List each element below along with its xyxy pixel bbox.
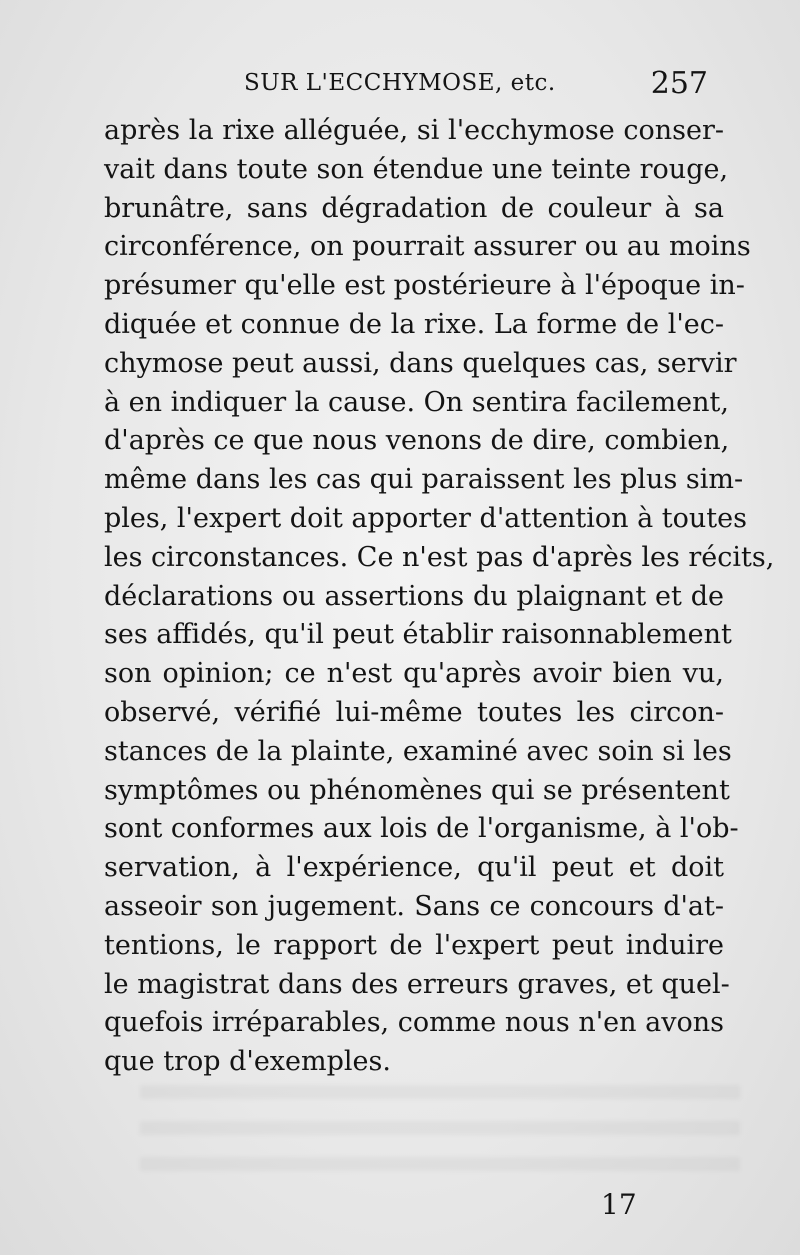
text-line: déclarations ou assertions du plaignant et de [104,580,724,612]
text-line: symptômes ou phénomènes qui se présentent [104,774,730,806]
text-line: ses affidés, qu'il peut établir raisonnablement [104,619,732,651]
text-line: sont conformes aux lois de l'organisme, à l'ob- [104,813,739,845]
text-line: après la rixe alléguée, si l'ecchymose conser- [104,115,724,146]
text-line: ples, l'expert doit apporter d'attention à toutes [104,502,747,534]
text-line: d'après ce que nous venons de dire, combien, [104,425,730,457]
text-line: vait dans toute son étendue une teinte rouge, [104,153,729,185]
text-line: stances de la plainte, examiné avec soin si les [104,735,732,767]
text-line: présumer qu'elle est postérieure à l'époque in- [104,270,745,302]
show-through-texture [140,1085,740,1175]
text-line: circonférence, on pourrait assurer ou au moins [104,231,751,263]
text-line: que trop d'exemples. [104,1046,391,1078]
text-line: brunâtre, sans dégradation de couleur à sa [104,192,724,224]
text-line: tentions, le rapport de l'expert peut induire [104,929,724,961]
text-line: les circonstances. Ce n'est pas d'après les récits, [104,541,775,573]
signature-mark: 17 [601,1188,637,1221]
text-line: même dans les cas qui paraissent les plus sim- [104,464,744,496]
text-line: observé, vérifié lui-même toutes les circon- [104,696,724,728]
text-line: à en indiquer la cause. On sentira facilement, [104,386,729,418]
text-line: chymose peut aussi, dans quelques cas, servir [104,347,737,379]
text-line: servation, à l'expérience, qu'il peut et doit [104,852,724,884]
page-number: 257 [650,66,708,101]
text-line: son opinion; ce n'est qu'après avoir bien vu, [104,658,724,690]
text-line: le magistrat dans des erreurs graves, et quel- [104,968,730,1000]
running-head: SUR L'ECCHYMOSE, etc. [244,70,556,96]
text-line: quefois irréparables, comme nous n'en avons [104,1007,724,1039]
text-line: asseoir son jugement. Sans ce concours d'at- [104,890,724,922]
body-text [104,112,775,1082]
text-line: diquée et connue de la rixe. La forme de l'ec- [104,308,724,340]
page-header [110,66,710,106]
